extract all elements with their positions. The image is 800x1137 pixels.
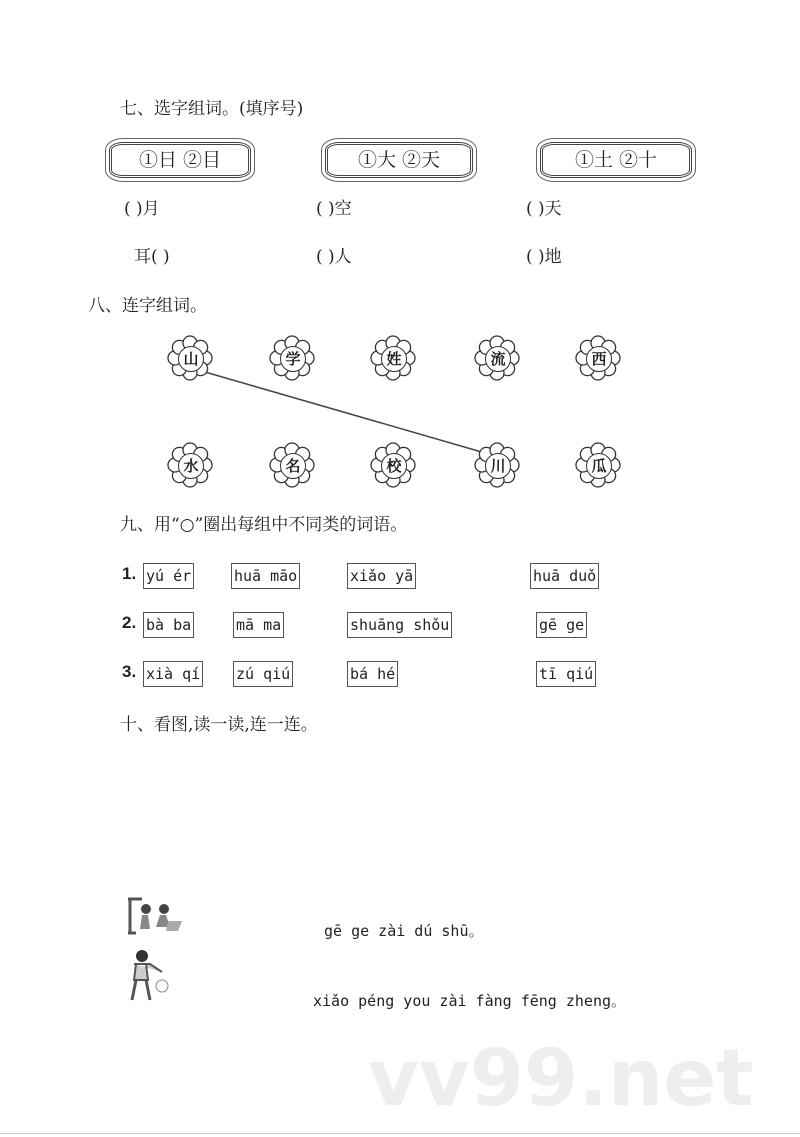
flower-character[interactable] xyxy=(268,334,316,382)
character: 姓 xyxy=(381,346,407,372)
row-number: 1. xyxy=(122,564,137,583)
reading-children-picture xyxy=(124,895,184,937)
flower-character[interactable] xyxy=(166,334,214,382)
flower-character[interactable] xyxy=(473,441,521,489)
pinyin-word[interactable]: xià qí xyxy=(143,661,203,687)
flower-character[interactable] xyxy=(574,334,622,382)
flower-character[interactable] xyxy=(369,334,417,382)
section7-title: 七、选字组词。(填序号) xyxy=(120,99,304,119)
character: 校 xyxy=(381,453,407,479)
pinyin-word[interactable]: tī qiú xyxy=(536,661,596,687)
pinyin-word[interactable]: bá hé xyxy=(347,661,398,687)
pinyin-word[interactable]: gē ge xyxy=(536,612,587,638)
pinyin-word[interactable]: shuāng shǒu xyxy=(347,612,452,638)
page-bottom-divider xyxy=(0,1133,800,1134)
section8-title: 八、连字组词。 xyxy=(88,296,207,316)
section10-title: 十、看图,读一读,连一连。 xyxy=(120,715,318,735)
character: 西 xyxy=(586,346,612,372)
sentence-2: xiǎo péng you zài fàng fēng zheng。 xyxy=(313,992,627,1010)
character: 川 xyxy=(485,453,511,479)
row-number: 3. xyxy=(122,662,137,681)
flower-character[interactable] xyxy=(369,441,417,489)
flower-character[interactable] xyxy=(473,334,521,382)
option-box-3: ①土 ②十 xyxy=(540,142,692,178)
flower-character[interactable] xyxy=(268,441,316,489)
character: 水 xyxy=(178,453,204,479)
character: 学 xyxy=(280,346,306,372)
flower-character[interactable] xyxy=(574,441,622,489)
fill-blank[interactable]: ( )人 xyxy=(316,247,352,267)
pinyin-word[interactable]: xiǎo yā xyxy=(347,563,416,589)
watermark: vv99.net xyxy=(368,1034,754,1124)
pinyin-word[interactable]: yú ér xyxy=(143,563,194,589)
option-box-1: ①日 ②目 xyxy=(109,142,251,178)
fill-blank[interactable]: 耳( ) xyxy=(134,247,170,267)
fill-blank[interactable]: ( )天 xyxy=(526,199,562,219)
character: 山 xyxy=(178,346,204,372)
boy-playing-picture xyxy=(126,948,176,1006)
pinyin-word[interactable]: huā duǒ xyxy=(530,563,599,589)
option-box-2: ①大 ②天 xyxy=(325,142,473,178)
pinyin-word[interactable]: bà ba xyxy=(143,612,194,638)
character: 流 xyxy=(485,346,511,372)
pinyin-word[interactable]: huā māo xyxy=(231,563,300,589)
flower-character[interactable] xyxy=(166,441,214,489)
section9-title: 九、用“○”圈出每组中不同类的词语。 xyxy=(120,515,408,535)
character: 名 xyxy=(280,453,306,479)
row-number: 2. xyxy=(122,613,137,632)
fill-blank[interactable]: ( )空 xyxy=(316,199,352,219)
fill-blank[interactable]: ( )地 xyxy=(526,247,562,267)
character: 瓜 xyxy=(586,453,612,479)
sentence-1: gē ge zài dú shū。 xyxy=(324,922,484,940)
pinyin-word[interactable]: mā ma xyxy=(233,612,284,638)
fill-blank[interactable]: ( )月 xyxy=(124,199,160,219)
pinyin-word[interactable]: zú qiú xyxy=(233,661,293,687)
